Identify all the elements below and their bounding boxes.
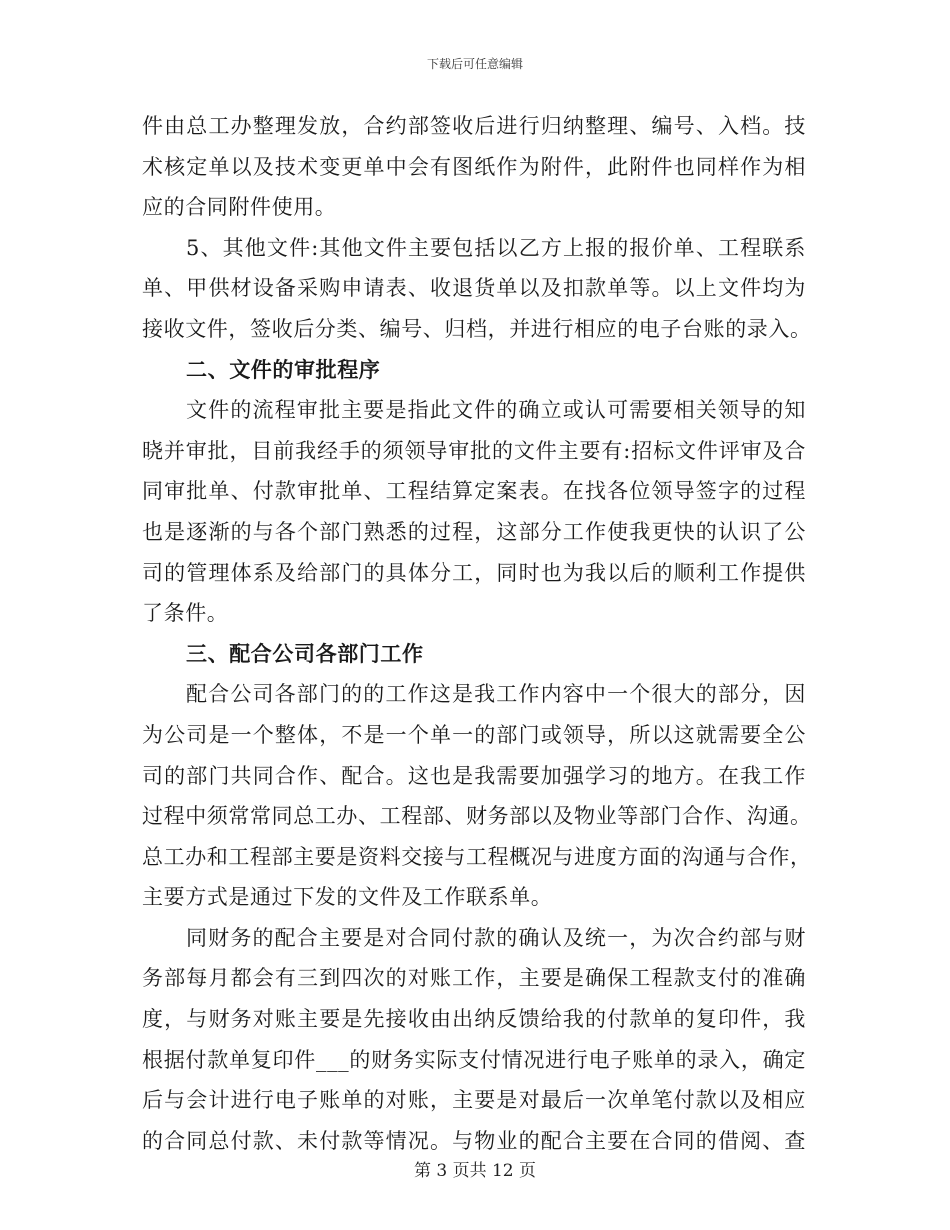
text-line: 同审批单、付款审批单、工程结算定案表。在找各位领导签字的过程 [142, 479, 806, 504]
text-line: 文件的流程审批主要是指此文件的确立或认可需要相关领导的知 [186, 398, 806, 423]
text-line: 总工办和工程部主要是资料交接与工程概况与进度方面的沟通与合作， [142, 844, 812, 869]
text-line: 司的管理体系及给部门的具体分工，同时也为我以后的顺利工作提供 [142, 560, 806, 585]
text-line: 术核定单以及技术变更单中会有图纸作为附件，此附件也同样作为相 [142, 154, 806, 179]
page-footer: 第 3 页共 12 页 [413, 1161, 537, 1181]
text-line: 为公司是一个整体，不是一个单一的部门或领导，所以这就需要全公 [142, 722, 806, 747]
page-header: 下载后可任意编辑 [426, 57, 523, 71]
text-line: 接收文件，签收后分类、编号、归档，并进行相应的电子台账的录入。 [142, 316, 812, 341]
text-line: 司的部门共同合作、配合。这也是我需要加强学习的地方。在我工作 [142, 763, 806, 788]
text-line: 了条件。 [142, 601, 229, 626]
text-line: 主要方式是通过下发的文件及工作联系单。 [142, 885, 553, 910]
text-line: 单、甲供材设备采购申请表、收退货单以及扣款单等。以上文件均为 [142, 276, 806, 301]
text-line: 务部每月都会有三到四次的对账工作，主要是确保工程款支付的准确 [142, 966, 806, 991]
text-line: 过程中须常常同总工办、工程部、财务部以及物业等部门合作、沟通。 [142, 804, 812, 829]
text-line: 后与会计进行电子账单的对账，主要是对最后一次单笔付款以及相应 [142, 1088, 806, 1113]
text-line: 根据付款单复印件___的财务实际支付情况进行电子账单的录入，确定 [142, 1047, 806, 1072]
body-text [142, 106, 812, 1161]
section-heading: 二、文件的审批程序 [186, 356, 381, 382]
text-line: 度，与财务对账主要是先接收由出纳反馈给我的付款单的复印件，我 [142, 1007, 806, 1032]
text-line: 应的合同附件使用。 [142, 195, 337, 220]
text-line: 也是逐渐的与各个部门熟悉的过程，这部分工作使我更快的认识了公 [142, 519, 806, 544]
text-line: 的合同总付款、未付款等情况。与物业的配合主要在合同的借阅、查 [142, 1128, 806, 1153]
text-line: 晓并审批，目前我经手的须领导审批的文件主要有:招标文件评审及合 [142, 438, 806, 463]
text-line: 同财务的配合主要是对合同付款的确认及统一，为次合约部与财 [186, 925, 806, 950]
text-line: 配合公司各部门的的工作这是我工作内容中一个很大的部分，因 [186, 682, 806, 707]
text-line: 5、其他文件:其他文件主要包括以乙方上报的报价单、工程联系 [186, 235, 806, 260]
text-line: 件由总工办整理发放，合约部签收后进行归纳整理、编号、入档。技 [142, 114, 806, 138]
section-heading: 三、配合公司各部门工作 [186, 640, 424, 666]
